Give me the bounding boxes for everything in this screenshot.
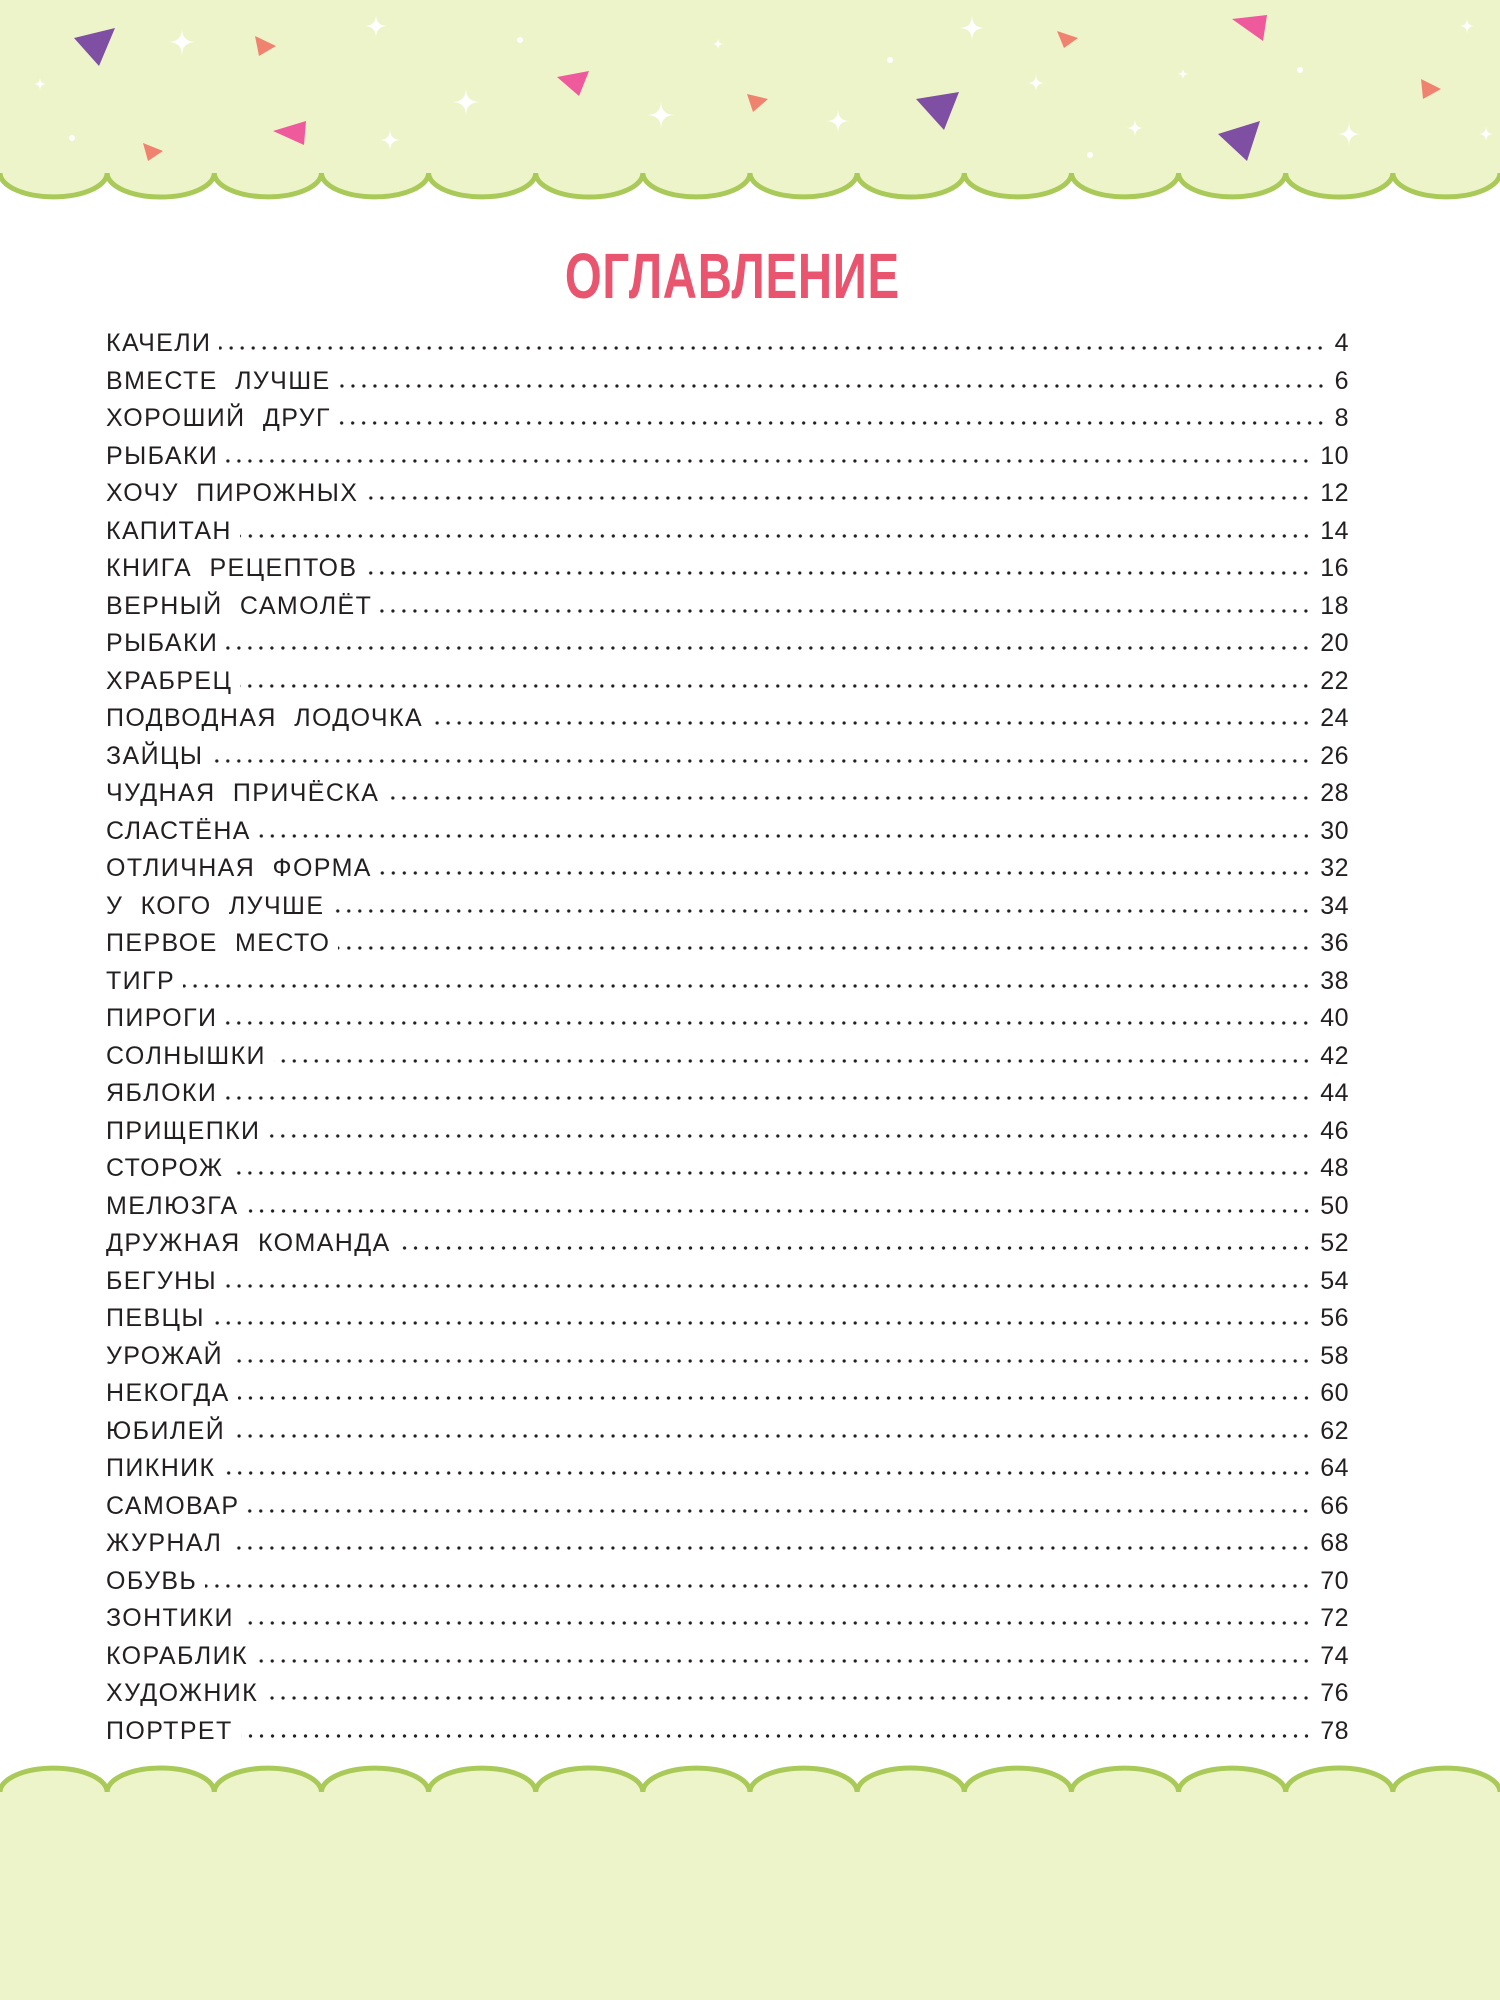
dot-leader [339, 383, 1329, 389]
toc-entry [106, 925, 1349, 963]
toc-entry-page-number: 74 [1320, 1641, 1349, 1670]
sparkle-dot [517, 37, 523, 43]
toc-entry [106, 1225, 1349, 1263]
dot-leader [242, 1620, 1314, 1626]
toc-entry-page-number: 60 [1320, 1379, 1349, 1407]
toc-entry [106, 363, 1349, 401]
toc-entry [106, 625, 1349, 663]
toc-entry [106, 1038, 1349, 1076]
toc-entry [106, 1375, 1349, 1413]
toc-entry-page-number: 32 [1320, 854, 1349, 882]
toc-entry-page-number: 28 [1320, 779, 1349, 807]
toc-entry [106, 1563, 1349, 1601]
toc-entry [106, 738, 1349, 776]
toc-entry-title: ПЕРВОЕ МЕСТО [106, 929, 331, 957]
dot-leader [183, 983, 1314, 989]
toc-entry-page-number: 76 [1320, 1679, 1349, 1707]
toc-entry [106, 1525, 1349, 1563]
toc-entry [106, 663, 1349, 701]
toc-entry-page-number: 46 [1320, 1116, 1349, 1145]
toc-entry [106, 1150, 1349, 1188]
toc-entry-page-number: 66 [1320, 1491, 1349, 1520]
toc-entry-page-number: 56 [1320, 1304, 1349, 1332]
toc-entry [106, 888, 1349, 926]
dot-leader [366, 495, 1314, 501]
toc-entry-page-number: 12 [1320, 479, 1349, 507]
toc-entry-title: СОЛНЫШКИ [106, 1041, 266, 1070]
toc-entry-title: НЕКОГДА [106, 1379, 230, 1407]
toc-entry-page-number: 16 [1320, 554, 1349, 582]
toc-entry-title: ХОЧУ ПИРОЖНЫХ [106, 479, 359, 507]
dot-leader [338, 945, 1314, 951]
toc-entry-title: У КОГО ЛУЧШЕ [106, 891, 325, 920]
dot-leader [339, 420, 1329, 426]
toc-entry-page-number: 62 [1320, 1416, 1349, 1445]
dot-leader [230, 1545, 1314, 1551]
table-of-contents [106, 325, 1349, 1750]
dot-leader [225, 1283, 1314, 1289]
dot-leader [224, 1470, 1315, 1476]
toc-entry-page-number: 40 [1320, 1004, 1349, 1032]
toc-entry-page-number: 10 [1320, 441, 1349, 470]
toc-entry [106, 1075, 1349, 1113]
dot-leader [380, 870, 1314, 876]
toc-entry [106, 775, 1349, 813]
toc-entry [106, 438, 1349, 476]
dot-leader [238, 1395, 1314, 1401]
toc-entry [106, 1450, 1349, 1488]
dot-leader [231, 1170, 1314, 1176]
dot-leader [213, 1320, 1314, 1326]
toc-entry [106, 1338, 1349, 1376]
dot-leader [256, 1658, 1314, 1664]
toc-entry-title: ПОДВОДНАЯ ЛОДОЧКА [106, 704, 424, 732]
toc-entry-title: ВМЕСТЕ ЛУЧШЕ [106, 366, 331, 395]
toc-entry-title: ПИКНИК [106, 1454, 216, 1482]
dot-leader [240, 533, 1314, 539]
sparkle-dot [69, 135, 75, 141]
page-title: ОГЛАВЛЕНИЕ [564, 240, 900, 312]
dot-leader [431, 720, 1314, 726]
toc-entry [106, 550, 1349, 588]
toc-entry [106, 1675, 1349, 1713]
toc-entry-page-number: 78 [1320, 1716, 1349, 1745]
toc-entry-page-number: 4 [1334, 329, 1349, 357]
toc-entry [106, 1300, 1349, 1338]
toc-entry-page-number: 52 [1320, 1229, 1349, 1257]
toc-entry-title: ЗАЙЦЫ [106, 741, 204, 770]
dot-leader [266, 1695, 1314, 1701]
dot-leader [247, 1208, 1315, 1214]
toc-entry-title: ЗОНТИКИ [106, 1604, 234, 1632]
dot-leader [274, 1058, 1314, 1064]
toc-entry-title: СЛАСТЁНА [106, 816, 251, 845]
toc-entry [106, 963, 1349, 1001]
toc-entry-title: РЫБАКИ [106, 441, 219, 470]
toc-entry [106, 1600, 1349, 1638]
sparkle-dot [887, 57, 893, 63]
toc-entry-title: САМОВАР [106, 1491, 240, 1520]
dot-leader [387, 795, 1314, 801]
toc-entry-title: СТОРОЖ [106, 1154, 224, 1182]
dot-leader [211, 758, 1314, 764]
toc-entry-title: ДРУЖНАЯ КОМАНДА [106, 1229, 391, 1257]
toc-entry [106, 1713, 1349, 1751]
toc-entry-title: МЕЛЮЗГА [106, 1191, 239, 1220]
toc-entry-page-number: 68 [1320, 1529, 1349, 1557]
toc-entry [106, 475, 1349, 513]
dot-leader [259, 833, 1314, 839]
toc-entry-title: ЧУДНАЯ ПРИЧЁСКА [106, 779, 380, 807]
toc-entry-title: РЫБАКИ [106, 629, 219, 657]
dot-leader [399, 1245, 1315, 1251]
dot-leader [332, 908, 1314, 914]
toc-entry-page-number: 70 [1320, 1566, 1349, 1595]
dot-leader [226, 645, 1314, 651]
toc-entry-title: КОРАБЛИК [106, 1641, 248, 1670]
toc-entry-title: ЮБИЛЕЙ [106, 1416, 226, 1445]
dot-leader [225, 1095, 1314, 1101]
dot-leader [241, 1733, 1315, 1739]
toc-entry [106, 588, 1349, 626]
toc-entry-page-number: 34 [1320, 891, 1349, 920]
toc-entry-page-number: 24 [1320, 704, 1349, 732]
dot-leader [205, 1583, 1314, 1589]
toc-entry-page-number: 6 [1334, 366, 1349, 395]
bottom-band [0, 1768, 1500, 2000]
toc-entry [106, 400, 1349, 438]
toc-entry-title: ОБУВЬ [106, 1566, 198, 1595]
toc-entry [106, 1413, 1349, 1451]
toc-entry-page-number: 48 [1320, 1154, 1349, 1182]
dot-leader [380, 608, 1314, 614]
toc-entry-title: ЖУРНАЛ [106, 1529, 223, 1557]
toc-entry-page-number: 64 [1320, 1454, 1349, 1482]
toc-entry-title: ПОРТРЕТ [106, 1716, 233, 1745]
toc-entry-title: ОТЛИЧНАЯ ФОРМА [106, 854, 372, 882]
dot-leader [219, 345, 1328, 351]
toc-entry-title: БЕГУНЫ [106, 1266, 218, 1295]
toc-entry-page-number: 20 [1320, 629, 1349, 657]
toc-entry-title: ХРАБРЕЦ [106, 666, 233, 695]
toc-entry-title: ТИГР [106, 966, 176, 995]
sparkle-dot [1297, 67, 1303, 73]
sparkle-dot [1087, 152, 1093, 158]
dot-leader [268, 1133, 1314, 1139]
toc-entry-page-number: 14 [1320, 516, 1349, 545]
toc-entry-page-number: 36 [1320, 929, 1349, 957]
toc-entry-page-number: 42 [1320, 1041, 1349, 1070]
toc-entry-page-number: 44 [1320, 1079, 1349, 1107]
dot-leader [240, 683, 1314, 689]
toc-entry-page-number: 18 [1320, 591, 1349, 620]
toc-entry-title: ПИРОГИ [106, 1004, 218, 1032]
toc-entry [106, 850, 1349, 888]
toc-entry-page-number: 22 [1320, 666, 1349, 695]
toc-entry-title: ВЕРНЫЙ САМОЛЁТ [106, 591, 373, 620]
toc-entry-title: ЯБЛОКИ [106, 1079, 218, 1107]
toc-entry-title: КАПИТАН [106, 516, 232, 545]
toc-entry-title: КАЧЕЛИ [106, 329, 212, 357]
toc-entry-title: ХОРОШИЙ ДРУГ [106, 404, 331, 432]
toc-entry-page-number: 38 [1320, 966, 1349, 995]
toc-entry-page-number: 58 [1320, 1341, 1349, 1370]
toc-entry [106, 325, 1349, 363]
toc-entry-page-number: 30 [1320, 816, 1349, 845]
toc-entry-page-number: 26 [1320, 741, 1349, 770]
toc-entry-title: ХУДОЖНИК [106, 1679, 259, 1707]
dot-leader [226, 458, 1314, 464]
toc-entry-page-number: 72 [1320, 1604, 1349, 1632]
page-title-container [0, 236, 1464, 316]
toc-entry [106, 700, 1349, 738]
toc-entry [106, 1638, 1349, 1676]
dot-leader [231, 1358, 1314, 1364]
dot-leader [225, 1020, 1314, 1026]
toc-entry-title: УРОЖАЙ [106, 1341, 224, 1370]
toc-entry [106, 813, 1349, 851]
toc-entry [106, 1488, 1349, 1526]
toc-entry [106, 1113, 1349, 1151]
toc-entry-title: ПРИЩЕПКИ [106, 1116, 261, 1145]
toc-entry [106, 513, 1349, 551]
toc-entry-title: КНИГА РЕЦЕПТОВ [106, 554, 358, 582]
dot-leader [233, 1433, 1314, 1439]
dot-leader [247, 1508, 1314, 1514]
toc-entry [106, 1000, 1349, 1038]
toc-entry [106, 1188, 1349, 1226]
dot-leader [365, 570, 1314, 576]
toc-entry-page-number: 50 [1320, 1191, 1349, 1220]
toc-entry [106, 1263, 1349, 1301]
toc-entry-title: ПЕВЦЫ [106, 1304, 205, 1332]
toc-entry-page-number: 54 [1320, 1266, 1349, 1295]
toc-entry-page-number: 8 [1334, 404, 1349, 432]
